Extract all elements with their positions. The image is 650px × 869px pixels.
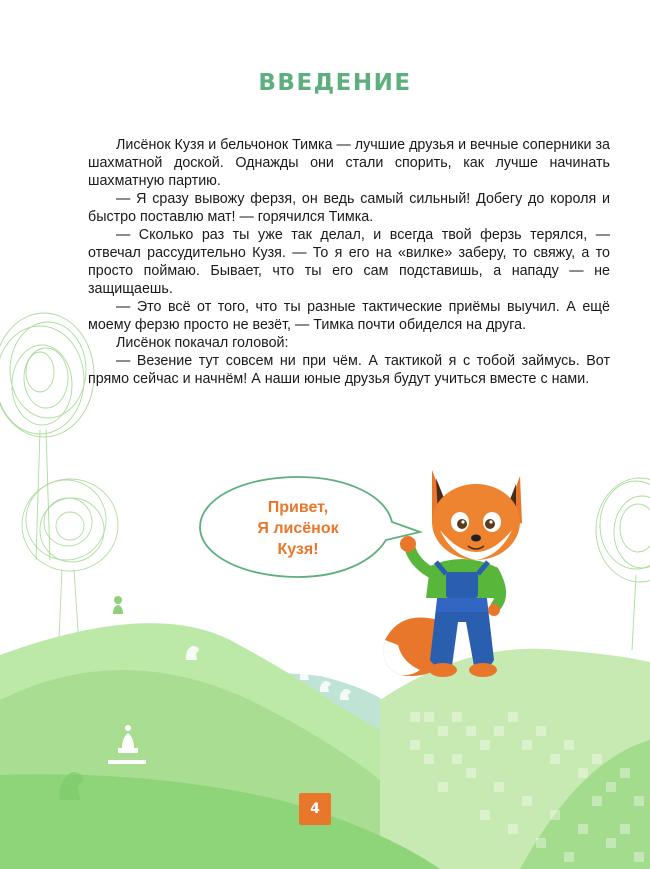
paragraph: Лисёнок покачал головой: xyxy=(116,335,289,351)
paragraph: — Это всё от того, что ты разные тактические приёмы выучил. А ещё моему ферзю просто не везёт, — Тимка почти обиделся на друга. xyxy=(88,299,610,333)
paragraph: Лисёнок Кузя и бельчонок Тимка — лучшие друзья и вечные соперники за шахматной доской. Однажды они стали спорить, как лучше начинать шахматную партию. xyxy=(88,137,610,189)
story-text xyxy=(88,136,610,388)
fox-cub-icon xyxy=(383,470,522,677)
page-title: ВВЕДЕНИЕ xyxy=(258,70,412,96)
bubble-line: Я лисёнок xyxy=(257,520,339,537)
chess-pawn-icon xyxy=(113,596,123,614)
paragraph: — Везение тут совсем ни при чём. А тактикой я с тобой займусь. Вот прямо сейчас и начнём! А наши юные друзья будут учиться вместе с нами. xyxy=(88,353,610,387)
tree-scribble-icon xyxy=(596,478,650,650)
bubble-line: Привет, xyxy=(267,499,329,516)
speech-bubble-text xyxy=(218,497,378,560)
page-number: 4 xyxy=(310,801,320,817)
tree-scribble-icon xyxy=(0,313,94,560)
bubble-line: Кузя! xyxy=(277,541,319,558)
paragraph: — Я сразу вывожу ферзя, он ведь самый сильный! Добегу до короля и быстро поставлю мат! — горячился Тимка. xyxy=(88,191,610,225)
page-number-badge xyxy=(299,793,331,825)
paragraph: — Сколько раз ты уже так делал, и всегда твой ферзь терялся, — отвечал рассудительно Кузя. — То я его на «вилке» заберу, то свяжу, а то просто поймаю. Бывает, что ты его сам подставишь, а нападу — не защищаешь. xyxy=(88,227,610,297)
